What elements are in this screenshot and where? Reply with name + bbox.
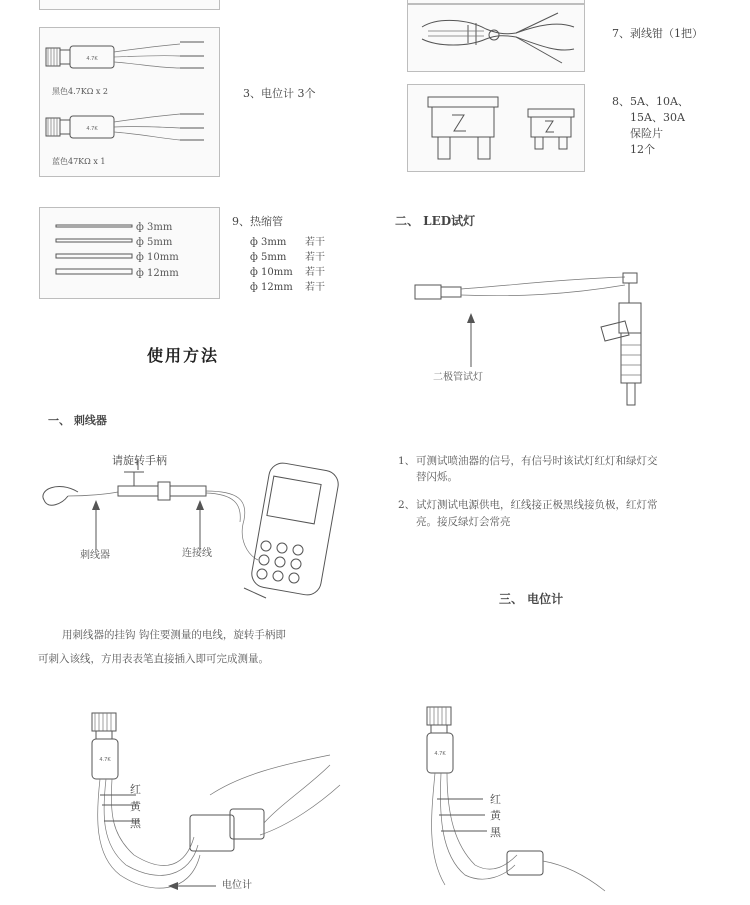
heat-shrink-size-1: ф 3mm — [250, 237, 287, 248]
label-connector: 连接线 — [182, 548, 212, 559]
led-note-2-line2: 亮。接反绿灯会常亮 — [416, 516, 511, 528]
tube-size-1: ф 3mm — [136, 222, 173, 233]
wire-piercer-illustration — [38, 460, 368, 610]
heat-shrink-size-4: ф 12mm — [250, 282, 293, 293]
section1-paragraph-line1: 用刺线器的挂钩 钩住要测量的电线，旋转手柄即 — [62, 629, 286, 641]
left-wire-label-black: 黑 — [130, 817, 141, 830]
usage-heading: 使用方法 — [147, 346, 220, 365]
section1-title: 一、 刺线器 — [48, 414, 107, 427]
pot-bottom-tag: 4.7K — [86, 126, 98, 132]
led-note-2-num: 2、 — [398, 499, 416, 511]
heat-shrink-qty-3: 若干 — [305, 267, 325, 278]
pot-left-tag: 4.7K — [99, 757, 111, 763]
led-note-1-line2: 替闪烁。 — [416, 471, 458, 483]
left-pointer-label: 电位计 — [222, 880, 252, 891]
right-wire-label-black: 黑 — [490, 826, 501, 839]
left-wire-label-yellow: 黄 — [130, 800, 141, 813]
heat-shrink-tubes — [40, 208, 221, 300]
wire-stripper-illustration — [408, 5, 586, 73]
pliers-image-box — [407, 4, 585, 72]
left-wire-label-red: 红 — [130, 783, 141, 796]
led-note-1-line1: 可测试喷油器的信号，有信号时该试灯红灯和绿灯交 — [416, 455, 658, 467]
diode-test-light-label: 二极管试灯 — [433, 372, 483, 383]
item7-label: 7、剥线钳（1把） — [612, 27, 703, 40]
led-note-2-line1: 试灯测试电源供电，红线接正极黑线接负极，红灯常 — [416, 499, 658, 511]
heat-shrink-image-box — [39, 207, 220, 299]
item8-line1: 8、5A、10A、 — [612, 95, 689, 108]
label-rotate-handle: 请旋转手柄 — [112, 454, 167, 467]
tube-size-3: ф 10mm — [136, 252, 179, 263]
heat-shrink-size-2: ф 5mm — [250, 252, 287, 263]
heat-shrink-qty-4: 若干 — [305, 282, 325, 293]
pot-black-caption: 黑色4.7KΩ x 2 — [52, 87, 109, 96]
section1-paragraph-line2: 可刺入该线，方用表表笔直接插入即可完成测量。 — [38, 653, 269, 665]
pot-section-title: 三、 电位计 — [499, 592, 564, 606]
top-partial-box-left — [39, 0, 220, 10]
pot-right-tag: 4.7K — [434, 751, 446, 757]
led-note-1-num: 1、 — [398, 455, 416, 467]
item8-line4: 12个 — [630, 143, 655, 156]
tube-size-2: ф 5mm — [136, 237, 173, 248]
potentiometer-image-box — [39, 27, 220, 177]
potentiometer-connector-diagram-right — [415, 705, 615, 905]
right-wire-label-yellow: 黄 — [490, 809, 501, 822]
fuse-illustration — [408, 85, 586, 173]
heat-shrink-title: 9、热缩管 — [232, 215, 283, 228]
label-piercer: 刺线器 — [80, 550, 110, 561]
item8-line2: 15A、30A — [630, 111, 685, 124]
fuse-image-box — [407, 84, 585, 172]
heat-shrink-qty-1: 若干 — [305, 237, 325, 248]
tube-size-4: ф 12mm — [136, 268, 179, 279]
potentiometer-connector-diagram-left — [80, 705, 340, 905]
pot-blue-caption: 蓝色47KΩ x 1 — [52, 157, 106, 166]
heat-shrink-size-3: ф 10mm — [250, 267, 293, 278]
led-test-light-illustration — [405, 255, 705, 415]
item3-label: 3、电位计 3个 — [243, 87, 316, 100]
right-wire-label-red: 红 — [490, 793, 501, 806]
heat-shrink-qty-2: 若干 — [305, 252, 325, 263]
item8-line3: 保险片 — [630, 127, 663, 140]
led-section-title: 二、 LED试灯 — [395, 214, 476, 228]
pot-top-tag: 4.7K — [86, 56, 98, 62]
